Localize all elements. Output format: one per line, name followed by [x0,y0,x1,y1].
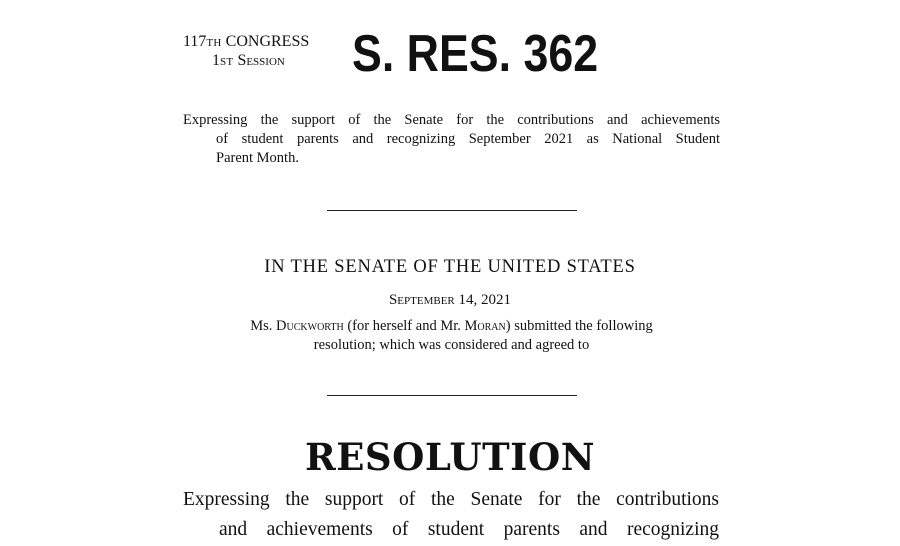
session-label: 1ST Session [212,52,285,69]
resolution-preamble [183,485,719,545]
bill-number: S. RES. 362 [352,25,599,83]
preamble-line: Expressing the support of the Senate for the contributions [183,489,719,510]
summary-line: Parent Month. [216,150,299,166]
resolution-heading: RESOLUTION [304,435,596,479]
chamber-title: IN THE SENATE OF THE UNITED STATES [264,257,636,277]
sponsor-line: Ms. Duckworth (for herself and Mr. Moran) submitted the following [250,318,653,334]
sponsor-name: Duckworth [276,318,344,334]
resolution-summary [183,111,720,168]
cosponsor-name: Moran [464,318,506,334]
congress-session-block [183,33,309,71]
horizontal-rule [327,210,577,211]
preamble-line: and achievements of student parents and recognizing [219,519,719,540]
horizontal-rule [327,395,577,396]
summary-line: of student parents and recognizing September 2021 as National Student [216,131,720,147]
summary-line: Expressing the support of the Senate for the contributions and achievements [183,112,720,128]
action-date: September 14, 2021 [388,292,512,308]
sponsor-statement [183,317,720,355]
action-line: resolution; which was considered and agreed to [313,337,590,353]
congress-label: 117TH CONGRESS [183,33,310,50]
